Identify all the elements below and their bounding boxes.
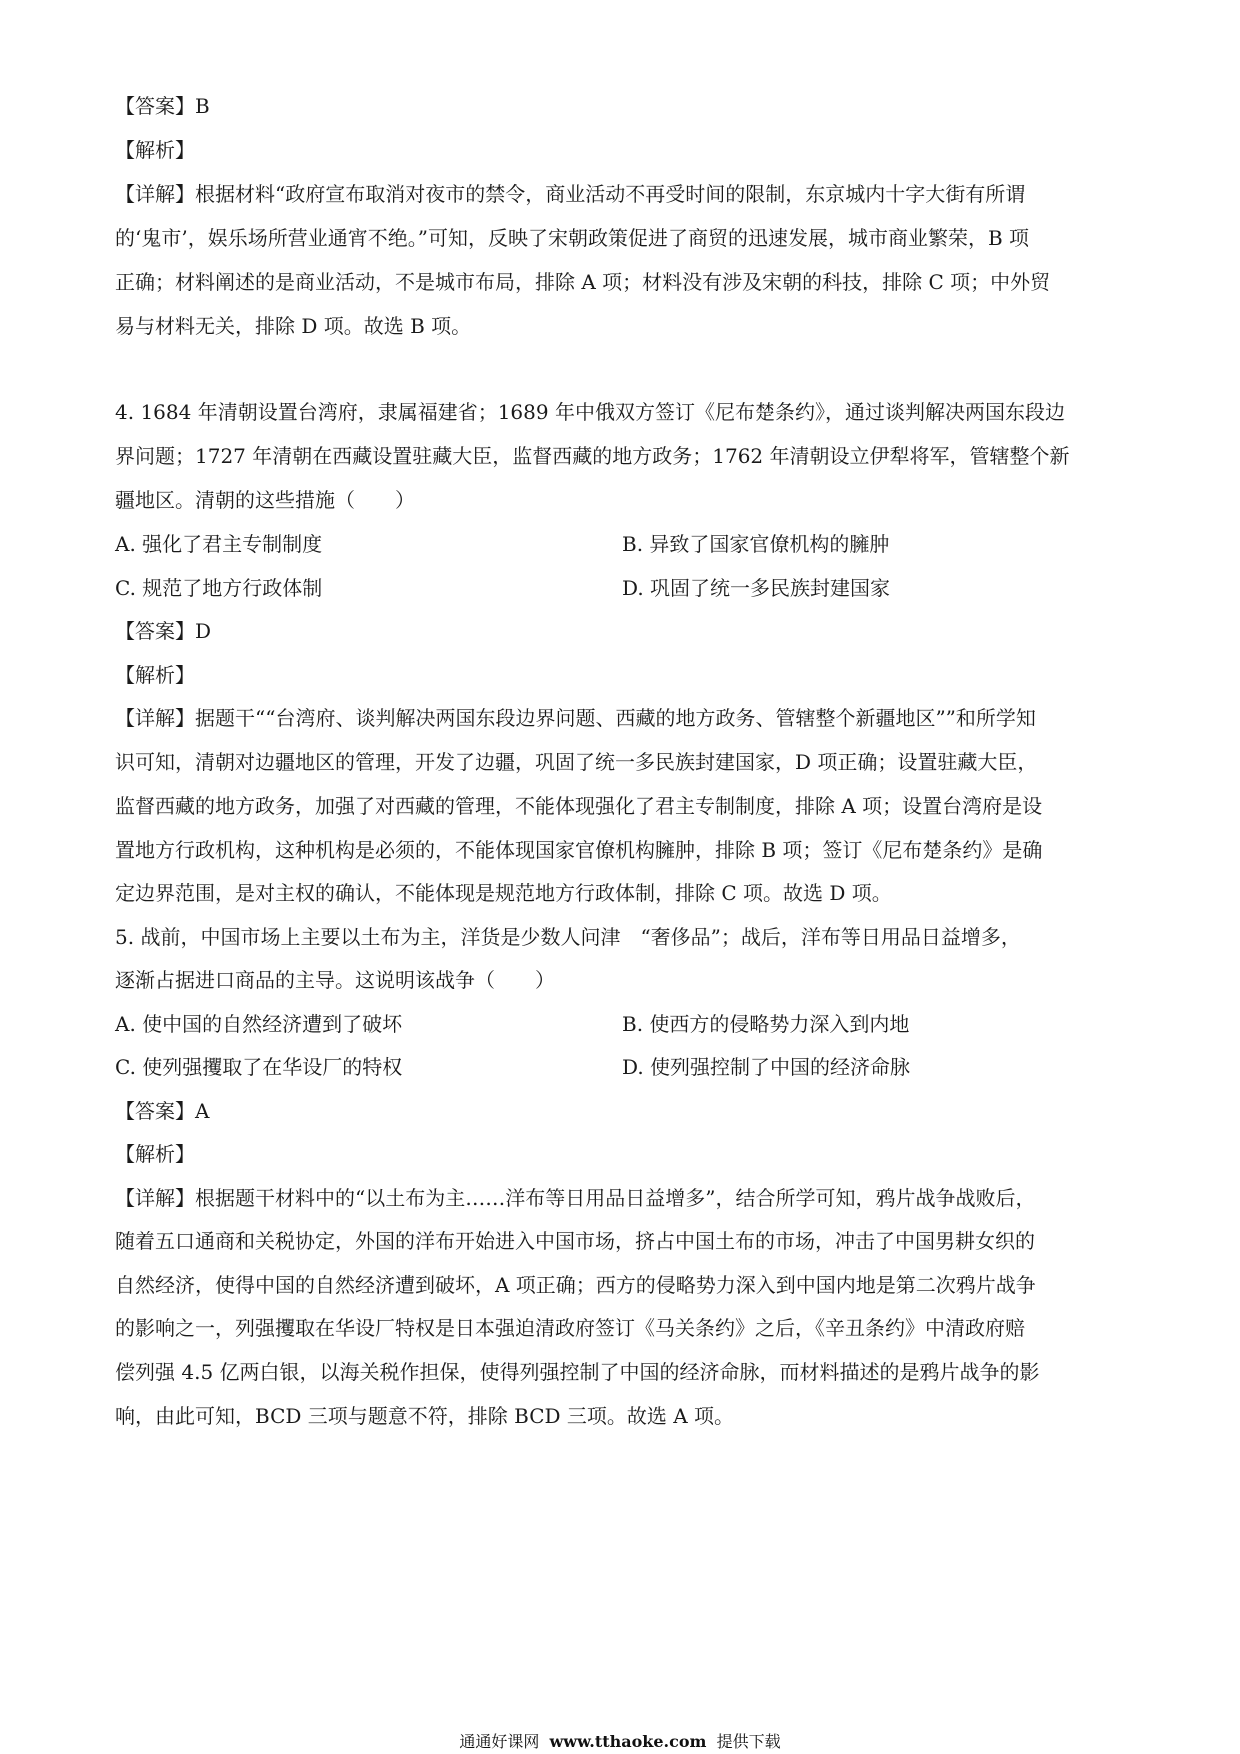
q4-options-row-2 [115,574,1135,602]
q4-detail-line-4: 置地方行政机构，这种机构是必须的，不能体现国家官僚机构臃肿，排除 B 项；签订《尼布楚条约》是确 [115,838,1043,862]
q4-answer-line [115,617,1135,645]
detail-tag: 【详解】 [115,706,195,730]
q4-stem-line-2: 界问题；1727 年清朝在西藏设置驻藏大臣，监督西藏的地方政务；1762 年清朝设立伊犁将军，管辖整个新 [115,444,1070,468]
answer-tag: 【答案】 [115,94,195,118]
q3-detail-line-1 [115,180,1135,208]
q4-option-b: B. 异致了国家官僚机构的臃肿 [622,532,890,556]
q4-detail-line-5: 定边界范围，是对主权的确认，不能体现是规范地方行政体制，排除 C 项。故选 D 项。 [115,881,892,905]
q4-options-row-1 [115,530,1135,558]
q5-option-c: C. 使列强攫取了在华设厂的特权 [115,1055,403,1079]
q5-options-row-2 [115,1053,1135,1081]
q3-answer-line [115,92,1135,120]
q4-option-d: D. 巩固了统一多民族封建国家 [622,576,891,600]
detail-text: 根据题干材料中的“以土布为主……洋布等日用品日益增多”，结合所学可知，鸦片战争战败后， [195,1186,1036,1210]
answer-tag: 【答案】 [115,1099,195,1123]
q3-detail-line-2: 的‘鬼市’，娱乐场所营业通宵不绝。”可知，反映了宋朝政策促进了商贸的迅速发展，城市商业繁荣，B 项 [115,226,1029,250]
q4-detail-line-2: 识可知，清朝对边疆地区的管理，开发了边疆，巩固了统一多民族封建国家，D 项正确；设置驻藏大臣， [115,750,1038,774]
q4-detail-line-1 [115,704,1135,732]
q4-stem-line-3: 疆地区。清朝的这些措施（ ） [115,488,415,512]
q5-stem-line-1: 5. 战前，中国市场上主要以土布为主，洋货是少数人问津 “奢侈品”；战后，洋布等日用品日益增多， [115,925,1021,949]
q4-option-a: A. 强化了君主专制制度 [115,532,323,556]
q3-analysis-line [115,136,1135,164]
q4-answer-value: D [195,619,212,643]
q3-detail-line-4: 易与材料无关，排除 D 项。故选 B 项。 [115,314,472,338]
answer-tag: 【答案】 [115,619,195,643]
q5-option-d: D. 使列强控制了中国的经济命脉 [622,1055,911,1079]
q5-option-b: B. 使西方的侵略势力深入到内地 [622,1012,910,1036]
q4-detail-line-3: 监督西藏的地方政务，加强了对西藏的管理，不能体现强化了君主专制制度，排除 A 项；设置台湾府是设 [115,794,1043,818]
footer-brand: 通通好课网 [459,1732,540,1751]
q5-analysis-line [115,1140,1135,1168]
page-footer [0,1732,1240,1752]
footer-site-link[interactable]: www.tthaoke.com [549,1732,707,1751]
q5-answer-line [115,1097,1135,1125]
q4-stem-line-1: 4. 1684 年清朝设置台湾府，隶属福建省；1689 年中俄双方签订《尼布楚条约》，通过谈判解决两国东段边 [115,400,1065,424]
q5-detail-line-3: 自然经济，使得中国的自然经济遭到破坏，A 项正确；西方的侵略势力深入到中国内地是第二次鸦片战争 [115,1273,1036,1297]
q5-detail-line-2: 随着五口通商和关税协定，外国的洋布开始进入中国市场，挤占中国土布的市场，冲击了中国男耕女织的 [115,1229,1035,1253]
detail-tag: 【详解】 [115,1186,195,1210]
q3-detail-line-3: 正确；材料阐述的是商业活动，不是城市布局，排除 A 项；材料没有涉及宋朝的科技，排除 C 项；中外贸 [115,270,1051,294]
q5-detail-line-6: 响，由此可知，BCD 三项与题意不符，排除 BCD 三项。故选 A 项。 [115,1404,735,1428]
detail-tag: 【详解】 [115,182,195,206]
footer-suffix: 提供下载 [716,1732,781,1751]
detail-text: 据题干““台湾府、谈判解决两国东段边界问题、西藏的地方政务、管辖整个新疆地区””和所学知 [195,706,1036,730]
q4-analysis-line [115,661,1135,689]
q5-answer-value: A [195,1099,210,1123]
q5-option-a: A. 使中国的自然经济遭到了破坏 [115,1012,403,1036]
q5-options-row-1 [115,1010,1135,1038]
analysis-tag: 【解析】 [115,138,195,162]
q5-detail-line-1 [115,1184,1135,1212]
detail-text: 根据材料“政府宣布取消对夜市的禁令，商业活动不再受时间的限制，东京城内十字大街有所谓 [195,182,1026,206]
q3-answer-value: B [195,94,210,118]
analysis-tag: 【解析】 [115,663,195,687]
q5-detail-line-5: 偿列强 4.5 亿两白银，以海关税作担保，使得列强控制了中国的经济命脉，而材料描述的是鸦片战争的影 [115,1360,1040,1384]
analysis-tag: 【解析】 [115,1142,195,1166]
q5-detail-line-4: 的影响之一，列强攫取在华设厂特权是日本强迫清政府签订《马关条约》之后，《辛丑条约》中清政府赔 [115,1316,1025,1340]
q4-option-c: C. 规范了地方行政体制 [115,576,323,600]
q5-stem-line-2: 逐渐占据进口商品的主导。这说明该战争（ ） [115,968,555,992]
